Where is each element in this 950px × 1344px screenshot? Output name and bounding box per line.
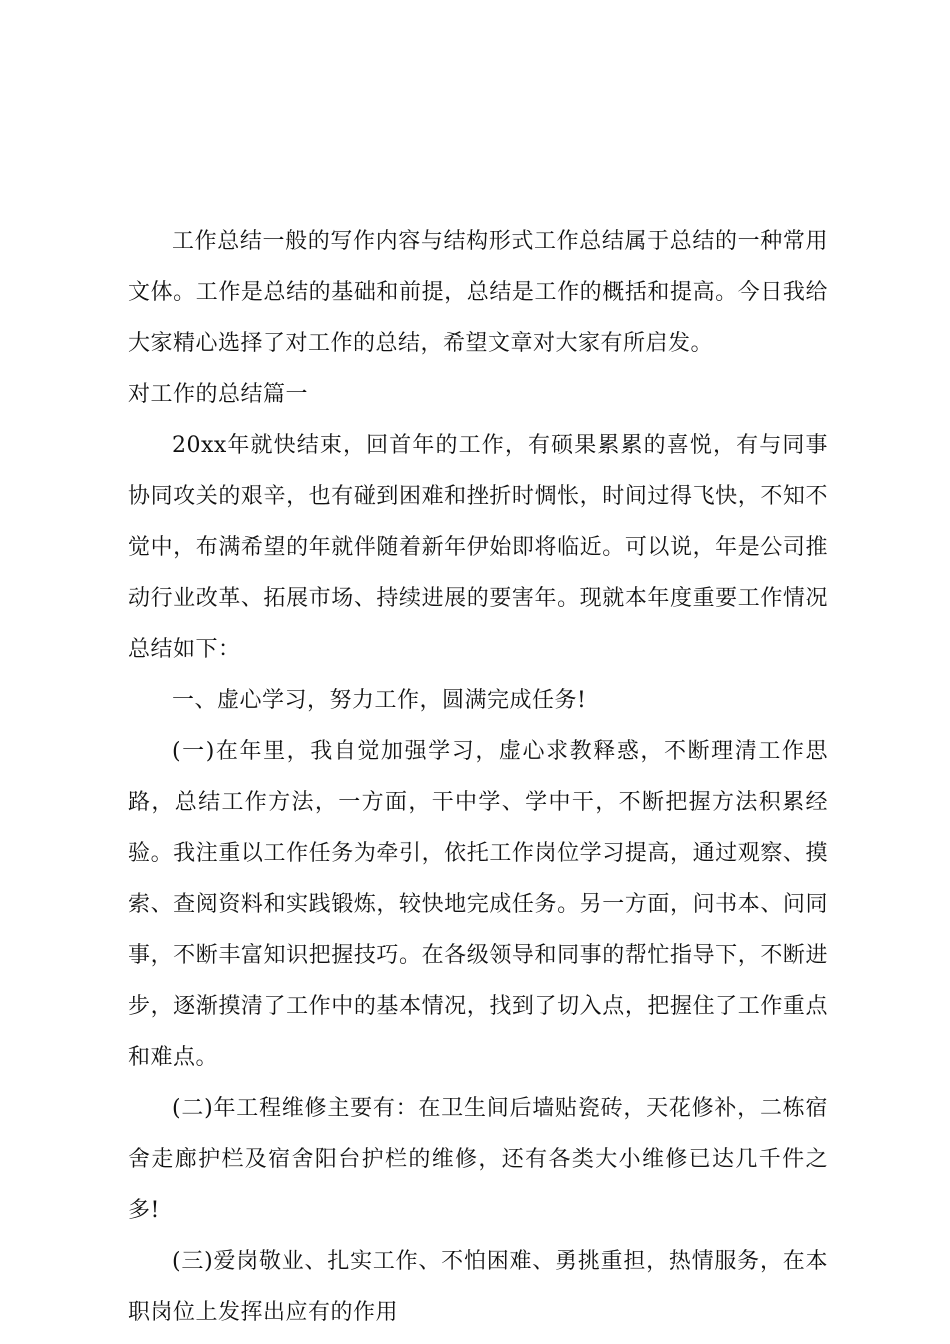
intro-paragraph: 工作总结一般的写作内容与结构形式工作总结属于总结的一种常用文体。工作是总结的基础和前提，总结是工作的概括和提高。今日我给大家精心选择了对工作的总结，希望文章对大家有所启发。: [128, 229, 828, 356]
body-paragraph-2: 一、虚心学习，努力工作，圆满完成任务!: [172, 688, 587, 713]
section-title: 对工作的总结篇一: [128, 382, 309, 407]
body-paragraph-4: (二)年工程维修主要有：在卫生间后墙贴瓷砖，天花修补，二栋宿舍走廊护栏及宿舍阳台护栏的维修，还有各类大小维修已达几千件之多!: [128, 1096, 828, 1223]
document-body: [128, 216, 828, 1338]
body-paragraph-1: 20xx年就快结束，回首年的工作，有硕果累累的喜悦，有与同事协同攻关的艰辛，也有碰到困难和挫折时惆怅，时间过得飞快，不知不觉中，布满希望的年就伴随着新年伊始即将临近。可以说，年是公司推动行业改革、拓展市场、持续进展的要害年。现就本年度重要工作情况总结如下：: [128, 433, 828, 662]
body-paragraph-5: (三)爱岗敬业、扎实工作、不怕困难、勇挑重担，热情服务，在本职岗位上发挥出应有的作用: [128, 1249, 828, 1325]
body-paragraph-3: (一)在年里，我自觉加强学习，虚心求教释惑，不断理清工作思路，总结工作方法，一方面，干中学、学中干，不断把握方法积累经验。我注重以工作任务为牵引，依托工作岗位学习提高，通过观察、摸索、查阅资料和实践锻炼，较快地完成任务。另一方面，问书本、问同事，不断丰富知识把握技巧。在各级领导和同事的帮忙指导下，不断进步，逐渐摸清了工作中的基本情况，找到了切入点，把握住了工作重点和难点。: [128, 739, 828, 1070]
